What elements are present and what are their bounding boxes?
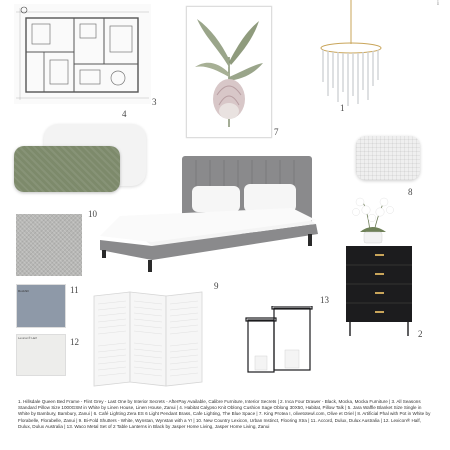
marker-12: 12 bbox=[70, 337, 79, 347]
orchid-plant bbox=[350, 192, 396, 244]
black-four-drawer bbox=[344, 246, 414, 338]
marker-10: 10 bbox=[88, 209, 97, 219]
paint-label-accord: Rockhill bbox=[18, 289, 29, 293]
marker-11: 11 bbox=[70, 285, 79, 295]
marker-8: 8 bbox=[408, 187, 413, 197]
bifold-shutters bbox=[92, 290, 204, 388]
product-caption: 1. Hillsdale Queen Bed Frame - Flint Grey - Last One by Interior Secrets - AfterPay Available, Calibre Furniture, Interior Secrets | 2. Inca Four Drawer - Black, Mocka, Mocka Furniture | 3. All Seasons Standard Pillow Size 1000GSM in White by Linen House, Linen House, Zanui | 4. Habitat Calypso Knit Oblong Cushion Sage Oblong 30X50, Habitat, Pillow Talk | 5. Jara Waffle Blanket Size Single in White by Bambury, Bambury, Zanui | 6. Café Lighting Zera ES 6 Light Pendant Brass, Cafe Lighting, The Blue Space | 7. King Protea I, olivetotewl.com, Olive et Oriel | 8. Artificial Phal with Pot in White by Florabelle, Florabelle, Zanui | 9. Bi-Fold Shutters - White, Wynstan, Wynstan with a Y! | 10. New Country Lexicon, Urban Instinct, Flooring Xtra | 11. Accord, Dulux, Dulux Australia | 12. Lexicon® Half, Dulux, Dulux Australia | 13. Waco Metal Set of 2 Table Lanterns in Black by Jasper Home Living, Jasper Home Living, Zanui bbox=[18, 399, 431, 429]
orchid-icon bbox=[350, 192, 396, 244]
table-lanterns bbox=[244, 306, 316, 374]
bed-frame bbox=[96, 150, 346, 300]
lantern-icon bbox=[244, 306, 316, 374]
marker-4: 4 bbox=[122, 109, 127, 119]
carpet-swatch bbox=[16, 214, 82, 276]
marker-7: 7 bbox=[274, 127, 279, 137]
pendant-light bbox=[316, 0, 386, 112]
chandelier-icon bbox=[316, 0, 386, 112]
marker-9: 9 bbox=[214, 281, 219, 291]
marker-2: 2 bbox=[418, 329, 423, 339]
marker-1: 1 bbox=[340, 103, 345, 113]
protea-print-frame bbox=[186, 6, 272, 138]
waffle-blanket bbox=[356, 136, 420, 180]
marker-3: 3 bbox=[152, 97, 157, 107]
corner-mark: i bbox=[437, 0, 439, 7]
floor-plan bbox=[14, 4, 151, 104]
protea-flower-icon bbox=[187, 7, 271, 137]
paint-label-lexicon: Lexicon® Half bbox=[18, 336, 37, 340]
marker-13: 13 bbox=[320, 295, 329, 305]
